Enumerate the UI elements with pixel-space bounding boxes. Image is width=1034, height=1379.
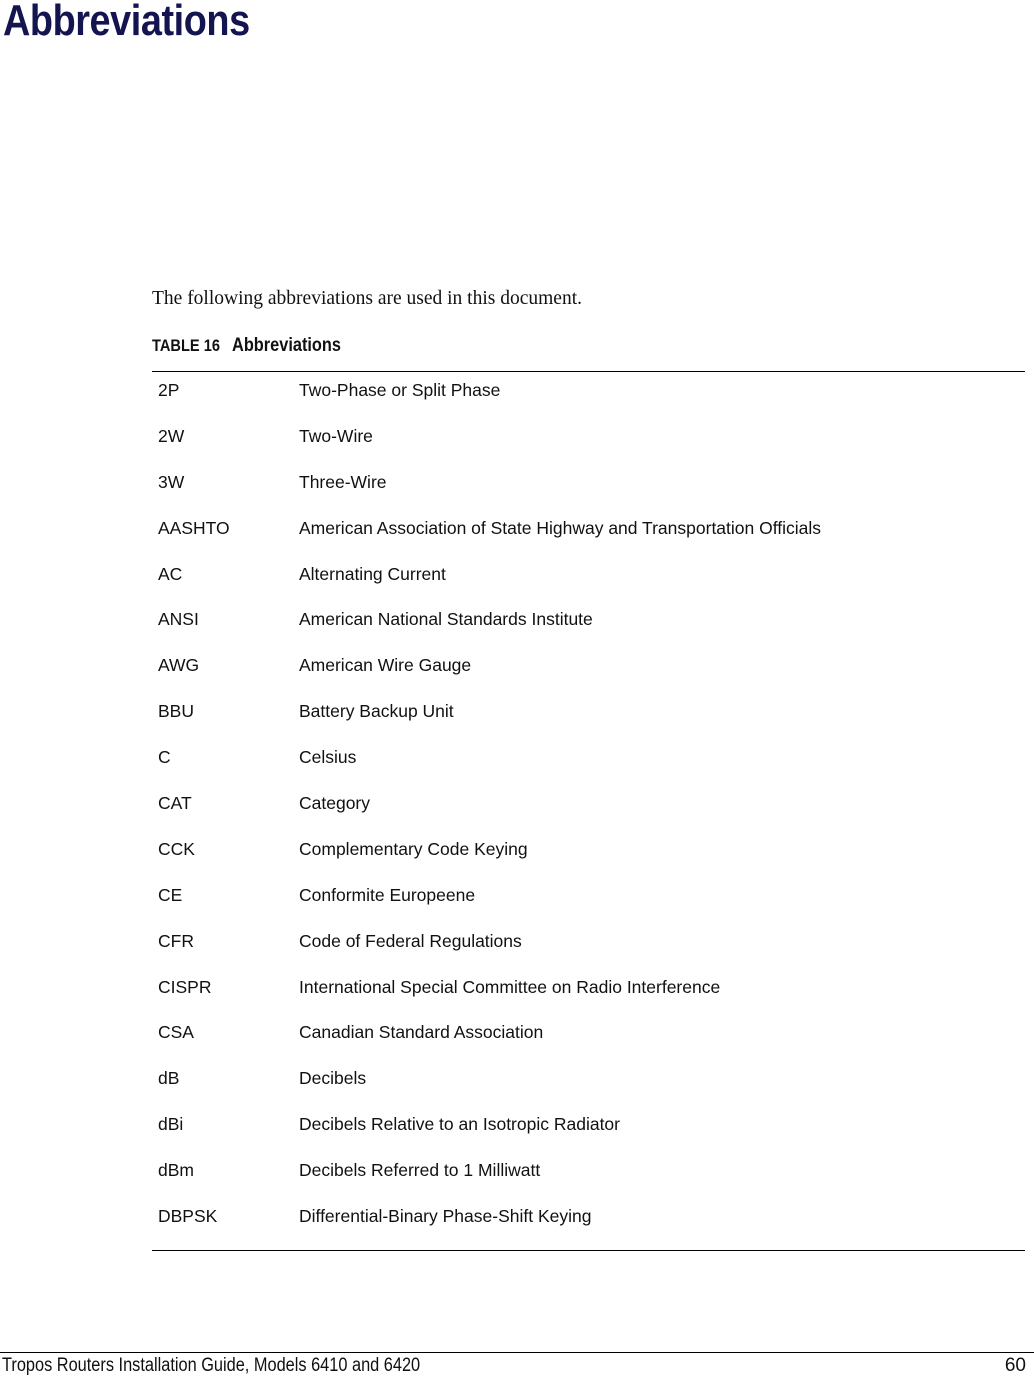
table-row [152, 602, 1025, 648]
table-row [152, 740, 1025, 786]
abbreviation-term: 3W [158, 471, 185, 492]
abbreviation-term: dBi [158, 1114, 184, 1135]
abbreviation-term: 2P [158, 380, 180, 400]
intro-paragraph: The following abbreviations are used in this document. [152, 288, 582, 309]
abbreviation-definition: Canadian Standard Association [299, 1022, 544, 1043]
abbreviation-definition: Three-Wire [299, 471, 387, 492]
abbreviation-definition: Celsius [299, 747, 357, 768]
abbreviations-table [152, 371, 1025, 1251]
table-row [152, 373, 1025, 419]
table-row [152, 924, 1025, 970]
abbreviation-definition: American Association of State Highway and Transportation Officials [299, 517, 822, 538]
table-row [152, 694, 1025, 740]
abbreviation-term: dBm [158, 1160, 194, 1181]
table-row [152, 832, 1025, 878]
abbreviation-definition: Decibels [299, 1068, 367, 1089]
table-row [152, 1199, 1025, 1245]
table-row [152, 1153, 1025, 1199]
abbreviation-definition: Alternating Current [299, 563, 446, 584]
footer-page-number: 60 [1004, 1355, 1026, 1376]
table-row [152, 878, 1025, 924]
abbreviation-term: CSA [158, 1022, 194, 1043]
table-caption-title: Abbreviations [232, 335, 341, 356]
abbreviation-definition: Differential-Binary Phase-Shift Keying [299, 1206, 592, 1227]
abbreviation-term: AWG [158, 655, 200, 676]
abbreviation-term: ANSI [158, 609, 199, 630]
abbreviation-term: CE [158, 884, 183, 905]
table-row [152, 1107, 1025, 1153]
footer-divider [0, 1352, 1034, 1353]
abbreviation-term: BBU [158, 701, 194, 722]
table-caption [152, 335, 341, 357]
table-row [152, 1015, 1025, 1061]
table-row [152, 511, 1025, 557]
table-row [152, 419, 1025, 465]
abbreviation-term: AC [158, 563, 183, 584]
abbreviation-definition: Code of Federal Regulations [299, 930, 522, 951]
table-row [152, 557, 1025, 603]
page-title: Abbreviations [3, 0, 250, 45]
abbreviation-term: dB [158, 1068, 180, 1089]
abbreviation-term: CAT [158, 793, 192, 814]
abbreviation-term: AASHTO [158, 517, 230, 538]
abbreviation-definition: Conformite Europeene [299, 884, 476, 905]
abbreviation-term: CCK [158, 838, 195, 859]
table-row [152, 1061, 1025, 1107]
table-row [152, 970, 1025, 1016]
table-number: TABLE 16 [152, 336, 220, 355]
abbreviation-term: CFR [158, 930, 194, 951]
abbreviation-definition: Complementary Code Keying [299, 838, 528, 859]
abbreviation-definition: Decibels Referred to 1 Milliwatt [299, 1160, 541, 1181]
abbreviation-term: C [158, 747, 171, 768]
abbreviation-definition: Two-Wire [299, 425, 373, 446]
table-row [152, 648, 1025, 694]
abbreviation-term: 2W [158, 425, 185, 446]
footer-document-title: Tropos Routers Installation Guide, Models 6410 and 6420 [2, 1355, 421, 1376]
abbreviation-term: DBPSK [158, 1206, 218, 1227]
abbreviation-definition: Battery Backup Unit [299, 701, 454, 722]
abbreviation-definition: Two-Phase or Split Phase [299, 380, 501, 400]
abbreviation-definition: Category [299, 793, 371, 814]
abbreviation-term: CISPR [158, 976, 212, 997]
table-row [152, 786, 1025, 832]
abbreviation-definition: American Wire Gauge [299, 655, 472, 676]
abbreviation-definition: International Special Committee on Radio Interference [299, 976, 721, 997]
abbreviation-definition: American National Standards Institute [299, 609, 593, 630]
table-row [152, 465, 1025, 511]
abbreviation-definition: Decibels Relative to an Isotropic Radiator [299, 1114, 620, 1135]
